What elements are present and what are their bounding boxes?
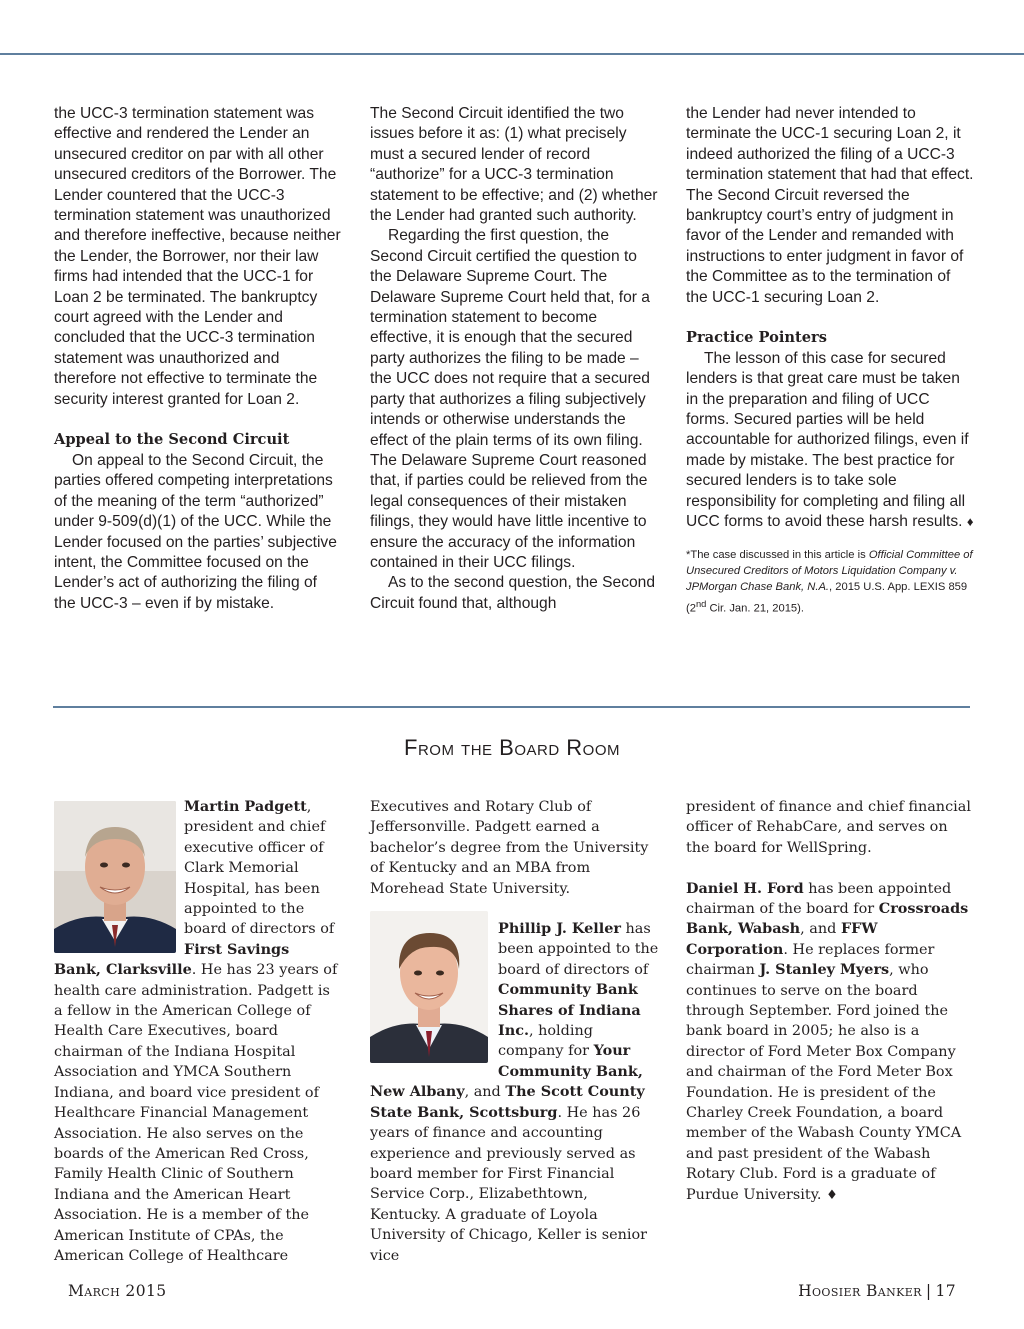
- section-rule: [53, 706, 970, 708]
- footer-publication: [798, 1282, 956, 1300]
- article-column-2: [370, 104, 660, 614]
- board-column-1: [54, 797, 338, 1266]
- keller-photo: [370, 911, 488, 1063]
- board-column-3: [686, 797, 971, 1206]
- page-number: 17: [935, 1282, 956, 1300]
- padgett-bio-continued: Executives and Rotary Club of Jeffersonville. Padgett earned a bachelor’s degree from the University of Kentucky and an MBA from Morehead State University.: [370, 799, 649, 897]
- bank-name: Community Bank Shares of Indiana Inc.: [498, 981, 641, 1040]
- person-name: J. Stanley Myers: [759, 961, 890, 979]
- keller-bio-continued: president of finance and chief financial officer of RehabCare, and serves on the board for WellSpring.: [686, 799, 971, 856]
- article-paragraph: Regarding the first question, the Second Circuit certified the question to the Delaware Supreme Court. The Delaware Supreme Court held that, for a termination statement to become effective, it is enough that the secured party authorizes the filing to be made – the UCC does not require that a secured party that authorizes a filing subjectively intends or otherwise understands the effect of the plain terms of its own filing. The Delaware Supreme Court reasoned that, if parties could be relieved from the legal consequences of their mistaken filings, they would have little incentive to ensure the accuracy of the information contained in their UCC filings.: [370, 227, 650, 571]
- bank-name: First Savings Bank, Clarksville: [54, 940, 290, 979]
- keller-bio: Phillip J. Keller has been appointed to the board of directors of Community Bank Shares of Indiana Inc., holding company for Your Community Bank, New Albany, and The Scott County State Bank, Scottsburg. He has 26 years of finance and accounting experience and previously served as board member for First Financial Service Corp., Elizabethtown, Kentucky. A graduate of Loyola University of Chicago, Keller is senior vice: [370, 920, 659, 1264]
- bank-name: The Scott County State Bank, Scottsburg: [370, 1083, 645, 1121]
- ford-bio: Daniel H. Ford has been appointed chairman of the board for Crossroads Bank, Wabash, and FFW Corporation. He replaces former chairman J. Stanley Myers, who continues to serve on the board through September. Ford joined the bank board in 2005; he also is a director of Ford Meter Box Company and chairman of the Ford Meter Box Foundation. He is president of the Charley Creek Foundation, a board member of the Wabash County YMCA and past president of the Wabash Rotary Club. Ford is a graduate of Purdue University. ♦: [686, 879, 969, 1203]
- subheading-appeal: Appeal to the Second Circuit: [54, 431, 290, 449]
- footnote-case-name: Official Committee of Unsecured Creditors of Motors Liquidation Company v. JPMorgan Chase Bank, N.A.: [686, 548, 973, 594]
- article-paragraph: On appeal to the Second Circuit, the parties offered competing interpretations of the meaning of the term “authorized” under 9-509(d)(1) of the UCC. While the Lender focused on the parties’ subjective intent, the Committee focused on the Lender’s act of authorizing the filing of the UCC-3 – even if by mistake.: [54, 451, 337, 612]
- footnote: *The case discussed in this article is Official Committee of Unsecured Creditors of Motors Liquidation Company v. JPMorgan Chase Bank, N.A., 2015 U.S. App. LEXIS 859 (2nd Cir. Jan. 21, 2015).: [686, 548, 973, 615]
- footer-issue-date: March 2015: [68, 1282, 167, 1300]
- board-column-2: [370, 797, 660, 1266]
- end-mark-icon: ♦: [966, 514, 974, 530]
- person-name: Phillip J. Keller: [498, 920, 621, 938]
- article-paragraph: the Lender had never intended to terminate the UCC-1 securing Loan 2, it indeed authorized the filing of a UCC-3 termination statement that had that effect. The Second Circuit reversed the bankruptcy court’s entry of judgment in favor of the Lender and remanded with instructions to enter judgment in favor of the Committee as to the termination of the UCC-1 securing Loan 2.: [686, 105, 974, 306]
- article-paragraph: The Second Circuit identified the two issues before it as: (1) what precisely must a secured lender of record “authorize” for a UCC-3 termination statement to be effective; and (2) whether the Lender had granted such authority.: [370, 105, 658, 225]
- bank-name: Your Community Bank, New Albany: [370, 1042, 643, 1101]
- padgett-bio: Martin Padgett, president and chief executive officer of Clark Memorial Hospital, has been appointed to the board of directors of First Savings Bank, Clarksville. He has 23 years of health care administration. Padgett is a fellow in the American College of Health Care Executives, board chairman of the Indiana Hospital Association and YMCA Southern Indiana, and board vice president of Healthcare Financial Management Association. He also serves on the boards of the American Red Cross, Family Health Clinic of Southern Indiana and the American Heart Association. He is a member of the American Institute of CPAs, the American College of Healthcare: [54, 798, 338, 1264]
- person-name: Daniel H. Ford: [686, 879, 804, 897]
- end-mark-icon: ♦: [826, 1187, 838, 1203]
- article-column-3: [686, 104, 974, 617]
- subheading-practice-pointers: Practice Pointers: [686, 329, 827, 347]
- section-title: From the Board Room: [404, 735, 620, 760]
- footer-separator: |: [925, 1282, 932, 1300]
- bank-name: FFW Corporation: [686, 920, 878, 958]
- article-column-1: [54, 104, 342, 614]
- padgett-photo: [54, 801, 176, 953]
- article-paragraph: The lesson of this case for secured lenders is that great care must be taken in the preparation and filing of UCC forms. Secured parties will be held accountable for authorized filings, even if made by mistake. The best practice for secured lenders is to take sole responsibility for completing and filing all UCC forms to avoid these harsh results. ♦: [686, 349, 974, 531]
- person-name: Martin Padgett: [184, 798, 307, 815]
- bank-name: Crossroads Bank, Wabash: [686, 900, 969, 938]
- article-paragraph: As to the second question, the Second Circuit found that, although: [370, 574, 656, 612]
- top-rule: [0, 53, 1024, 55]
- article-paragraph: the UCC-3 termination statement was effective and rendered the Lender an unsecured creditor on par with all other unsecured creditors of the Borrower. The Lender countered that the UCC-3 termination statement was unauthorized and therefore ineffective, because neither the Lender, the Borrower, nor their law firms had intended that the UCC-1 for Loan 2 be terminated. The bankruptcy court agreed with the Lender and concluded that the UCC-3 termination statement was unauthorized and therefore not effective to terminate the security interest granted for Loan 2.: [54, 105, 341, 408]
- publication-name: Hoosier Banker: [798, 1282, 922, 1300]
